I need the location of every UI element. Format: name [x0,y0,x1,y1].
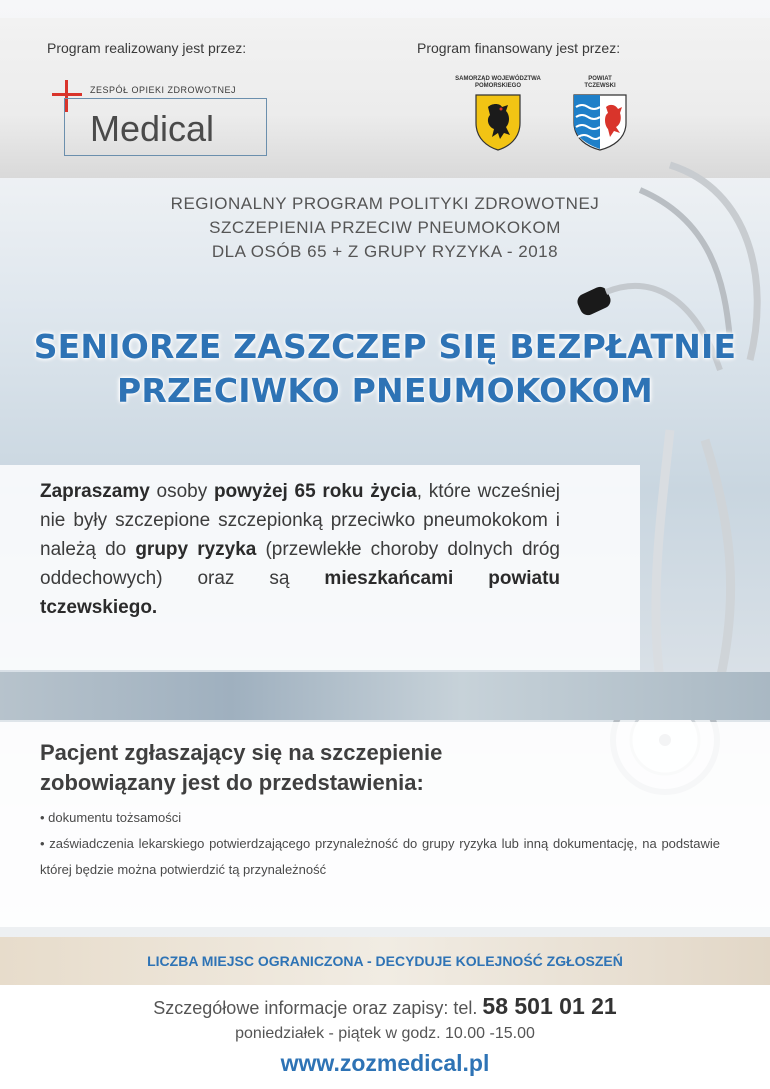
coat1-caption-line1: SAMORZĄD WOJEWÓDZTWA [455,76,541,82]
pomorskie-coat-of-arms [443,76,553,151]
main-headline [0,325,770,413]
contact-label: Szczegółowe informacje oraz zapisy: tel. [153,998,483,1018]
invite-text-1: osoby [149,481,214,502]
invite-bold-1: Zapraszamy [40,481,150,502]
program-subtitle [0,192,770,264]
logo-subtitle: ZESPÓŁ OPIEKI ZDROWOTNEJ [90,85,237,95]
photo-band [0,672,770,720]
river-griffin-shield-icon [572,93,628,151]
coat1-caption [443,76,553,90]
logo-wordmark: Medical [90,108,215,149]
contact-info [0,993,770,1020]
requirements-list [40,805,720,883]
requirements-title-line1: Pacjent zgłaszający się na szczepienie [40,740,443,765]
implementer-label: Program realizowany jest przez: [47,40,247,56]
coat2-caption-line2: TCZEWSKI [584,83,616,89]
tczew-coat-of-arms [560,76,640,151]
coat2-caption-line1: POWIAT [588,76,612,82]
requirements-title [40,738,600,798]
invite-bold-3: grupy ryzyka [135,539,257,560]
limited-seats-notice: LICZBA MIEJSC OGRANICZONA - DECYDUJE KOLEJNOŚĆ ZGŁOSZEŃ [147,953,623,969]
office-hours: poniedziałek - piątek w godz. 10.00 -15.00 [235,1025,535,1042]
invite-bold-4: mieszkańcami powiatu tczewskiego. [40,568,560,618]
list-item: • zaświadczenia lekarskiego potwierdzającego przynależność do grupy ryzyka lub inną dokumentację, na podstawie której będzie można potwierdzić tą przynależność [40,831,720,883]
griffin-shield-icon [474,93,522,151]
invite-bold-2: powyżej 65 roku życia [213,481,417,502]
financer-label: Program finansowany jest przez: [417,40,621,56]
headline-line1: SENIORZE ZASZCZEP SIĘ BEZPŁATNIE [33,327,737,366]
coat2-caption [560,76,640,90]
invite-text-3: (przewlekłe choroby dolnych dróg oddechowych) oraz są [40,539,560,589]
requirements-title-line2: zobowiązany jest do przedstawienia: [40,770,424,795]
headline-line2: PRZECIWKO PNEUMOKOKOM [117,371,653,410]
phone-number: 58 501 01 21 [482,993,617,1019]
list-item: • dokumentu tożsamości [40,805,720,831]
website-link: www.zozmedical.pl [280,1050,490,1076]
invitation-text [40,477,560,622]
invite-text-2: , które wcześniej nie były szczepione szczepionką przeciwko pneumokokom i należą do [40,481,560,560]
medical-logo [52,70,267,162]
coat1-caption-line2: POMORSKIEGO [474,83,521,89]
subtitle-line2: SZCZEPIENIA PRZECIW PNEUMOKOKOM [209,218,561,237]
subtitle-line3: DLA OSÓB 65 + Z GRUPY RYZYKA - 2018 [211,242,559,261]
subtitle-line1: REGIONALNY PROGRAM POLITYKI ZDROWOTNEJ [170,194,600,213]
header-band [0,18,770,178]
